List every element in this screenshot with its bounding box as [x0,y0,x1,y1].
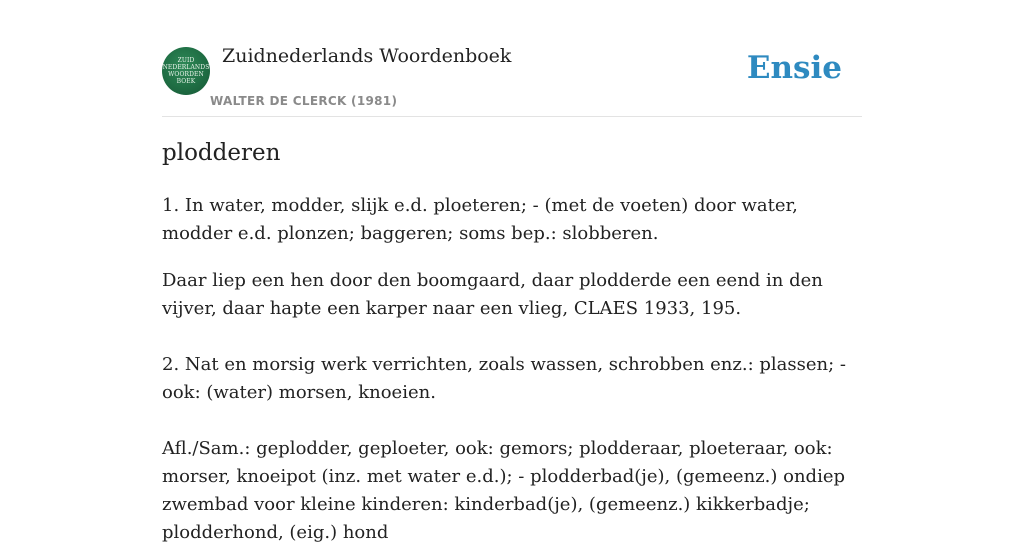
logo-line-1: ZUID [177,57,195,64]
definition-2: 2. Nat en morsig werk verrichten, zoals wassen, schrobben enz.: plassen; - ook: (water) morsen, knoeien. [162,354,846,403]
definition-1: 1. In water, modder, slijk e.d. ploeteren; - (met de voeten) door water, modder e.d. plonzen; baggeren; soms bep.: slobberen. [162,195,798,244]
author-label: WALTER DE CLERCK (1981) [210,94,398,108]
entry-title: plodderen [162,140,281,166]
ensie-brand-link[interactable]: Ensie [746,50,842,86]
logo-line-2: NEDERLANDS [162,64,210,71]
logo-line-3: WOORDEN [168,71,204,78]
book-logo[interactable] [162,47,210,95]
logo-line-4: BOEK [176,78,196,85]
book-title[interactable]: Zuidnederlands Woordenboek [222,45,512,67]
example-quote: Daar liep een hen door den boomgaard, daar plodderde een eend in den vijver, daar hapte een karper naar een vlieg, CLAES 1933, 195. [162,270,823,319]
page [162,0,862,543]
derivations: Afl./Sam.: geplodder, geploeter, ook: gemors; plodderaar, ploeteraar, ook: morser, knoeipot (inz. met water e.d.); - plodderbad(je), (gemeenz.) ondiep zwembad voor kleine kinderen: kinderbad(je), (gemeenz.) kikkerbadje; plodderhond, (eig.) hond [162,438,845,543]
entry-body [162,192,862,547]
site-header [162,0,862,117]
